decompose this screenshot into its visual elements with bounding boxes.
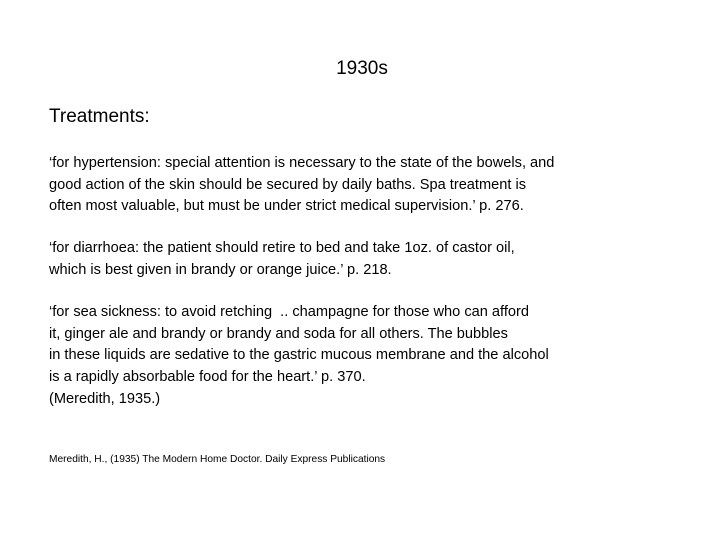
quote-sea-sickness bbox=[49, 302, 669, 411]
reference-citation: Meredith, H., (1935) The Modern Home Doctor. Daily Express Publications bbox=[49, 454, 386, 465]
quote-diarrhoea bbox=[49, 238, 669, 281]
quote-line: it, ginger ale and brandy or brandy and soda for all others. The bubbles bbox=[49, 325, 508, 342]
quote-line: good action of the skin should be secured by daily baths. Spa treatment is bbox=[49, 176, 527, 193]
quote-line: is a rapidly absorbable food for the heart.’ p. 370. bbox=[49, 369, 366, 386]
quote-citation: (Meredith, 1935.) bbox=[49, 390, 161, 407]
quote-line: ‘for hypertension: special attention is necessary to the state of the bowels, and bbox=[49, 155, 555, 171]
quote-line: in these liquids are sedative to the gastric mucous membrane and the alcohol bbox=[49, 347, 549, 364]
quote-hypertension bbox=[49, 153, 669, 218]
quote-line: ‘for sea sickness: to avoid retching .. champagne for those who can afford bbox=[49, 304, 529, 320]
quote-line: which is best given in brandy or orange juice.’ p. 218. bbox=[49, 261, 392, 278]
slide-title: 1930s bbox=[336, 58, 388, 79]
quote-line: often most valuable, but must be under strict medical supervision.’ p. 276. bbox=[49, 198, 524, 215]
quote-line: ‘for diarrhoea: the patient should retire to bed and take 1oz. of castor oil, bbox=[49, 240, 515, 256]
section-heading: Treatments: bbox=[49, 106, 150, 127]
